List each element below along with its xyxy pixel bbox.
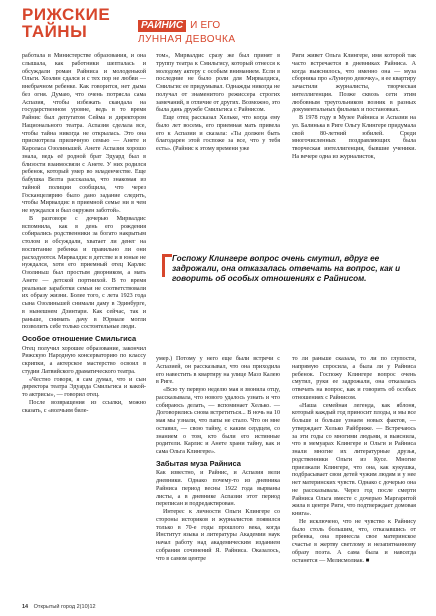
column-1 — [22, 53, 146, 415]
article-title-line2: ЛУННАЯ ДЕВОЧКА — [138, 34, 236, 45]
quote-bracket-icon — [162, 254, 172, 277]
paragraph: «Всю ту первую неделю мая я звонила отцу, рассказывала, что нового удалось узнать и что собираюсь делать, — вспоминает Хелько. — Договорились снова встретиться... В ночь на 10 мая мы узнали, что папы не стало. Что он мне оставил, — свою тайну, с каким сердцем, со знанием о том, кто были его истинные родители. Карлис и Анете храни тайну, как и сама Ольга Клингере». — [156, 387, 280, 455]
paragraph: то ли раньше сказала, то ли по глупости, напрямую спросила, а была ли у Райниса ребенок. Госпожу Клингере вопрос очень смутил, руки ее задрожали, она отказалась отвечать на вопрос, как и говорить об особых отношениях с Райнисом. — [292, 356, 416, 401]
paragraph: «Наша семейная легенда, как яблоня, который каждый год приносит плоды, и мы все больше и больше узнаем новых фактов, — утверждает Хелько Райбриже. — Встречаюсь за эти годы со многими людьми, я выяснила, что в мемуарах Клингере и Ольги и Райниса знали многие их литературные друзья, родственники Ольги из Кусе. Многие приезжали Клингере, что она, как кукушка, подбрасывает свои детей чужим людям и у нее нет материнских чувств. Однако с дочерью она не рассказывала. Через год после смерти Райниса Ольга вместе с дочерью Маргаритой жила в центре Риги, что подтверждает домовая книга». — [292, 402, 416, 517]
rubric-title: РИЖСКИЕ ТАЙНЫ — [22, 5, 111, 41]
paragraph: После возвращения из ссылки, можно сказать, с «волчьим биле- — [22, 399, 146, 414]
article-title-brand: РАЙНИС — [138, 20, 186, 32]
pull-quote-text: Госпожу Клингере вопрос очень смутил, вдруг ее задрожали, она отказалась отвечать на вопрос, как и говорить об особых отношениях с Райнисом. — [172, 254, 401, 283]
article-header — [22, 6, 422, 48]
column-3-top — [292, 53, 416, 162]
paragraph: Не исключено, что не чувство к Райнису было столь большим, что, отказавшись от ребенка, она принесла свое материнское счастье в жертву светлому и незапятнанному образу поэта. А сама была и навсегда останется — Мелисмолиак. ■ — [292, 518, 416, 564]
paragraph: работала в Министерстве образования, и она слышала, как работники шепталась и обсуждали роман Райниса и молоденькой Ольги. Хоэлин сдался и с тех пор не любви — внебрачном ребенке. Как говорится, нет дыма без огня. Думаю, что очень потрясла сама Аспазия, чтобы избежать скандала на государственном уровне, ведь в то время Райнис был депутатом Сейма и директором Национального театра. Аспазия сделала все, чтобы тайна никогда не открылась. Это она присмотрела приличную семью — Анете и Кароласа Озолиньшей. Анете Аспазия хорошо знала, ведь её родной брат Эдуард был в близости взаимосвязи с Анете. У них родился ребенок, который умер во младенчестве. Еще бабушка Велта рассказала, что знакомая из тайной полиции сообщила, что через Госканцелярию было дано задание следить, чтобы Мирвалдис в приемной семье ни в чем не нуждался и был окружен заботой». — [22, 53, 146, 214]
paragraph: Еще отец рассказал Хельке, что когда ему было лет восемь, его приемная мать привела его к Аспазии и сказала: «Ты должен быть благодарен этой госпоже за все, что у тебя есть». (Райнис к этому времени уже — [156, 115, 280, 152]
paragraph: Интерес к личности Ольги Клингере со стороны историков и журналистов появился только в 70-е годы прошлого века, когда Институт языка и литературы Академии наук начал работу над академическим изданием собрания сочинений Я. Райниса. Оказалось, что в самом центре — [156, 509, 280, 562]
subheading: Особое отношение Смильгиса — [22, 334, 137, 343]
column-2-bottom — [156, 356, 280, 563]
article-title — [138, 15, 236, 45]
column-3-bottom — [292, 356, 416, 565]
page-footer — [22, 604, 422, 610]
column-2-top — [156, 53, 280, 154]
paragraph: В разговоре с дочерью Мирвалдис вспомнила, как в день его рождения собирались родственники за богато накрытым столом и обсуждали, хватает ли денег на воспитание ребенка и правильно ли они расходуются. Мирвалдис в детстве и в юные не нуждался, хотя его приемный отец Карлис Озолиньш был простым дворником, а мать Анете — детской портнихой. В то время реальные заработки семьи не соответствовали их образу жизни. Более того, с лета 1923 года сына Озолиньшей снимали даму в Эдинбурге, в нынешнем Дзинтари. Как сейчас, так и раньше, снимать дачу в Юрмале могли позволить себе только состоятельные люди. — [22, 215, 146, 331]
paragraph: том», Мирвалдис сразу же был принят в труппу театра к Смильгису, который отнесся к молодому актеру с особым вниманием. Если в последние не было роли для Мирвалдиса, Смильгис ее придумывал. Однажды никогда не получал от знаменитого режиссера строгих замечаний, в отличие от других. Возможно, это была дань дружбе Смильгиса с Райнисом. — [156, 53, 280, 114]
paragraph: умер.) Потому у него еще были встречи с Аспазией, он рассказывал, что она приходила его навестить в квартиру на улице Мазз Калею в Риге. — [156, 356, 280, 386]
article-title-rest: И ЕГО — [190, 20, 221, 31]
publication-name: Открытый город 2(10)12 — [33, 604, 96, 610]
paragraph: «Честно говоря, я сам думал, что и сын директора театра Эдуарда Смильгиса и какой-то актрисы», — говорил отец. — [22, 376, 146, 398]
pull-quote — [172, 254, 416, 284]
paragraph: Отец получил хорошее образование, закончил Рижскую Народную консерваторию по классу скрипки, а актерское мастерство освоил в студии Латвийского драматического театра. — [22, 345, 146, 375]
paragraph: В 1978 году в Музее Райниса и Аспазии на ул. Балинька в Риге Ольгу Клингере придумала свой 80-летний юбилей. Среди многочисленных поздравляющих была творческая интеллигенция, бывшие ученики. На вечере одна из журналисток, — [292, 115, 416, 160]
subheading: Забытая муза Райниса — [156, 458, 241, 468]
page-number: 14 — [22, 604, 29, 610]
paragraph: Риги живет Ольга Клингере, имя которой так часто встречается в дневниках Райниса. А когда выяснилось, что именно она — муза сборника про «Лунную девочку», я ее квартиру зачастили журналисты, творческая интеллигенция. Позже сквозь сети этим любовным треугольником возник в разных документальных фильмах и постановках. — [292, 53, 416, 114]
paragraph: Как известно, и Райнис, и Аспазия вели дневники. Однако почему-то из дневника Райниса период весны 1922 года вырваны листы, а в дневнике Аспазии этот период переписан и подредактирован. — [156, 470, 280, 508]
